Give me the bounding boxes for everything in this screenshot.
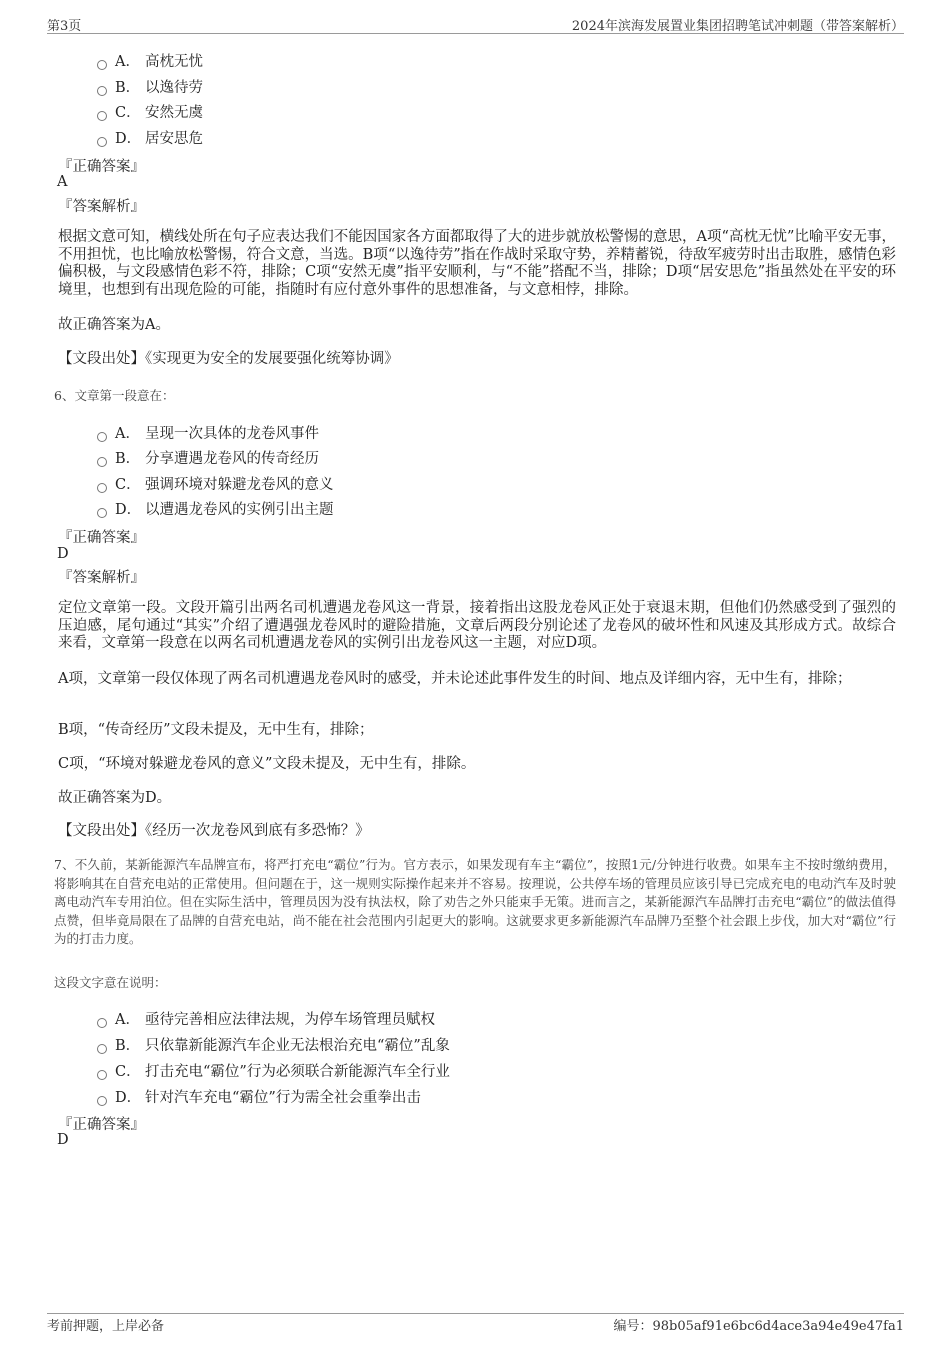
radio-icon[interactable] — [97, 1018, 107, 1028]
q6-conclusion: 故正确答案为D。 — [58, 790, 172, 806]
q5-source: 【文段出处】《实现更为安全的发展要强化统筹协调》 — [58, 351, 399, 367]
page-footer — [47, 1313, 904, 1332]
q6-analysis-b: B项，“传奇经历”文段未提及，无中生有，排除； — [58, 722, 374, 738]
radio-icon[interactable] — [97, 1096, 107, 1106]
q5-option-d[interactable]: D． 居安思危 — [97, 127, 203, 148]
q5-answer: A — [57, 174, 68, 190]
q5-analysis-label: 『答案解析』 — [58, 199, 145, 215]
q6-option-c[interactable]: C． 强调环境对躲避龙卷风的意义 — [97, 473, 334, 494]
radio-icon[interactable] — [97, 1044, 107, 1054]
q6-option-b[interactable]: B． 分享遭遇龙卷风的传奇经历 — [97, 447, 319, 468]
q7-answer: D — [57, 1132, 69, 1148]
q5-conclusion: 故正确答案为A。 — [58, 317, 170, 333]
document-id: 编号：98b05af91e6bc6d4ace3a94e49e47fa1 — [613, 1319, 904, 1334]
radio-icon[interactable] — [97, 111, 107, 121]
q7-answer-label: 『正确答案』 — [58, 1117, 145, 1133]
document-title: 2024年滨海发展置业集团招聘笔试冲刺题（带答案解析） — [571, 19, 904, 34]
footer-slogan: 考前押题，上岸必备 — [47, 1319, 165, 1334]
q6-stem: 6、文章第一段意在： — [54, 388, 175, 403]
page-header — [47, 15, 904, 34]
q5-analysis-text: 根据文意可知，横线处所在句子应表达我们不能因国家各方面都取得了大的进步就放松警惕的意思，A项“高枕无忧”比喻平安无事，不用担忧，也比喻放松警惕，符合文意，当选。B项“以逸待劳”指在作战时采取守势，养精蓄锐，待敌军疲劳时出击取胜，感情色彩偏积极，与文段感情色彩不符，排除；C项“安然无虞”指平安顺利，与“不能”搭配不当，排除；D项“居安思危”指虽然处在平安的环境里，也想到有出现危险的可能，指随时有应付意外事件的思想准备，与文意相悖，排除。 — [58, 229, 896, 298]
q6-option-a[interactable]: A． 呈现一次具体的龙卷风事件 — [97, 422, 319, 443]
q6-source: 【文段出处】《经历一次龙卷风到底有多恐怖？》 — [58, 823, 370, 839]
q7-option-b[interactable]: B． 只依靠新能源汽车企业无法根治充电“霸位”乱象 — [97, 1034, 450, 1055]
q6-option-d[interactable]: D． 以遭遇龙卷风的实例引出主题 — [97, 498, 334, 519]
radio-icon[interactable] — [97, 60, 107, 70]
q6-answer-label: 『正确答案』 — [58, 530, 145, 546]
radio-icon[interactable] — [97, 1070, 107, 1080]
q7-prompt: 这段文字意在说明： — [54, 975, 167, 990]
q6-analysis-a: A项，文章第一段仅体现了两名司机遭遇龙卷风时的感受，并未论述此事件发生的时间、地点及详细内容，无中生有，排除； — [58, 671, 852, 687]
radio-icon[interactable] — [97, 457, 107, 467]
radio-icon[interactable] — [97, 137, 107, 147]
radio-icon[interactable] — [97, 86, 107, 96]
q6-analysis-label: 『答案解析』 — [58, 570, 145, 586]
q6-analysis-text: 定位文章第一段。文段开篇引出两名司机遭遇龙卷风这一背景，接着指出这股龙卷风正处于衰退末期，但他们仍然感受到了强烈的压迫感，尾句通过“其实”介绍了遭遇强龙卷风时的避险措施，文章后两段分别论述了龙卷风的破坏性和风速及其形成方式。故综合来看，文章第一段意在以两名司机遭遇龙卷风的实例引出龙卷风这一主题，对应D项。 — [58, 600, 896, 651]
q5-option-b[interactable]: B． 以逸待劳 — [97, 76, 203, 97]
radio-icon[interactable] — [97, 432, 107, 442]
q7-option-c[interactable]: C． 打击充电“霸位”行为必须联合新能源汽车全行业 — [97, 1060, 450, 1081]
q5-answer-label: 『正确答案』 — [58, 159, 145, 175]
radio-icon[interactable] — [97, 483, 107, 493]
q7-option-d[interactable]: D． 针对汽车充电“霸位”行为需全社会重拳出击 — [97, 1086, 421, 1107]
q6-answer: D — [57, 546, 69, 562]
q7-option-a[interactable]: A． 亟待完善相应法律法规，为停车场管理员赋权 — [97, 1008, 435, 1029]
page-number: 第3页 — [47, 19, 82, 34]
q7-stem: 7、不久前，某新能源汽车品牌宣布，将严打充电“霸位”行为。官方表示，如果发现有车主“霸位”，按照1元/分钟进行收费。如果车主不按时缴纳费用，将影响其在自营充电站的正常使用。但问题在于，这一规则实际操作起来并不容易。按理说，公共停车场的管理员应该引导已完成充电的电动汽车及时驶离电动汽车专用泊位。但在实际生活中，管理员因为没有执法权，除了劝告之外只能束手无策。进而言之，某新能源汽车品牌打击充电“霸位”的做法值得点赞，但毕竟局限在了品牌的自营充电站，尚不能在社会范围内引起更大的影响。这就要求更多新能源汽车品牌乃至整个社会跟上步伐，加大对“霸位”行为的打击力度。 — [54, 857, 896, 946]
radio-icon[interactable] — [97, 508, 107, 518]
q6-analysis-c: C项，“环境对躲避龙卷风的意义”文段未提及，无中生有，排除。 — [58, 756, 476, 772]
q5-option-a[interactable]: A． 高枕无忧 — [97, 50, 203, 71]
q5-option-c[interactable]: C． 安然无虞 — [97, 101, 203, 122]
